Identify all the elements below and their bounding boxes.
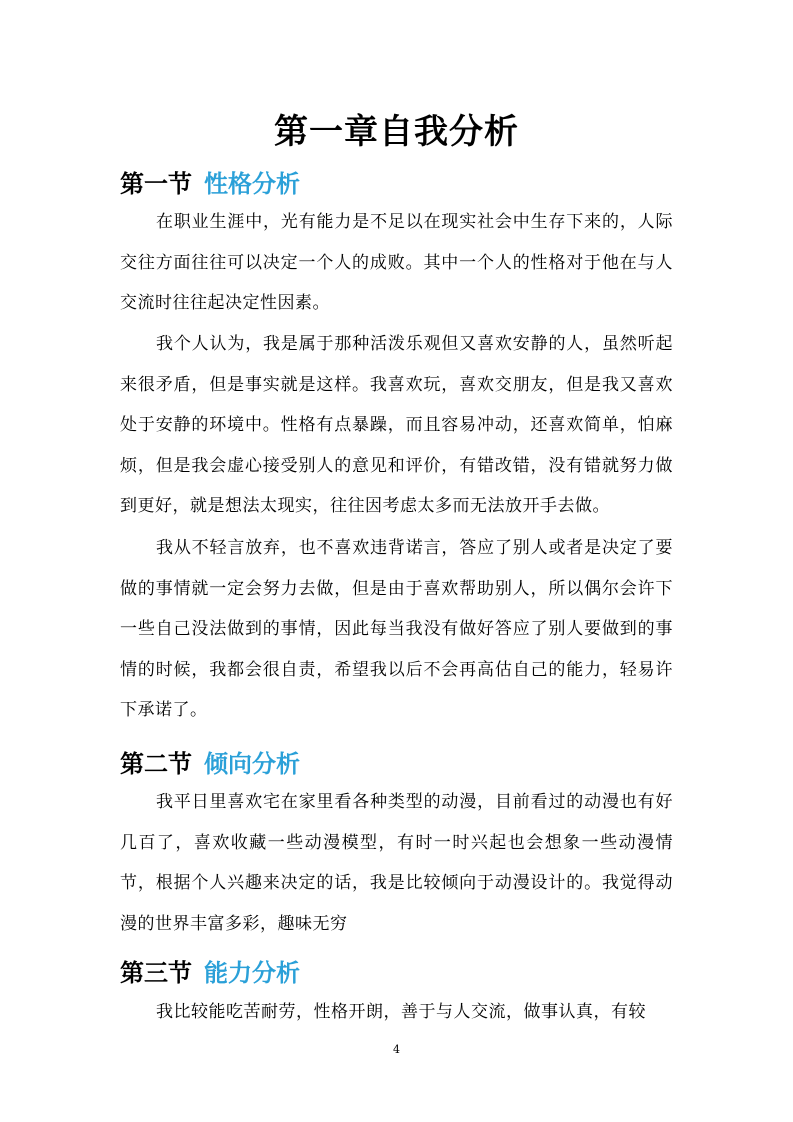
paragraph: 在职业生涯中，光有能力是不足以在现实社会中生存下来的，人际交往方面往往可以决定一个人的成败。其中一个人的性格对于他在与人交流时往往起决定性因素。 — [120, 212, 673, 313]
paragraph: 我比较能吃苦耐劳，性格开朗，善于与人交流，做事认真，有较 — [156, 1002, 646, 1022]
section-heading-tendency — [120, 744, 680, 779]
paragraph: 我个人认为，我是属于那种活泼乐观但又喜欢安静的人，虽然听起来很矛盾，但是事实就是这样。我喜欢玩，喜欢交朋友，但是我又喜欢处于安静的环境中。性格有点暴躁，而且容易冲动，还喜欢简单，怕麻烦，但是我会虚心接受别人的意见和评价，有错改错，没有错就努力做到更好，就是想法太现实，往往因考虑太多而无法放开手去做。 — [120, 334, 673, 516]
paragraph: 我从不轻言放弃，也不喜欢违背诺言，答应了别人或者是决定了要做的事情就一定会努力去做，但是由于喜欢帮助别人，所以偶尔会许下一些自己没法做到的事情，因此每当我没有做好答应了别人要做到的事情的时候，我都会很自责，希望我以后不会再高估自己的能力，轻易许下承诺了。 — [120, 538, 673, 720]
page-number: 4 — [393, 1043, 400, 1056]
section-heading-ability — [120, 953, 680, 988]
section-number: 第三节 — [120, 958, 192, 987]
chapter-title: 第一章自我分析 — [274, 112, 519, 152]
section-title: 倾向分析 — [204, 749, 300, 778]
section-number: 第一节 — [120, 169, 192, 198]
section-title: 能力分析 — [204, 958, 300, 987]
section-number: 第二节 — [120, 749, 192, 778]
section-title: 性格分析 — [204, 169, 300, 198]
section-heading-personality — [120, 164, 680, 199]
paragraph: 我平日里喜欢宅在家里看各种类型的动漫，目前看过的动漫也有好几百了，喜欢收藏一些动漫模型，有时一时兴起也会想象一些动漫情节，根据个人兴趣来决定的话，我是比较倾向于动漫设计的。我觉得动漫的世界丰富多彩，趣味无穷 — [120, 792, 673, 934]
